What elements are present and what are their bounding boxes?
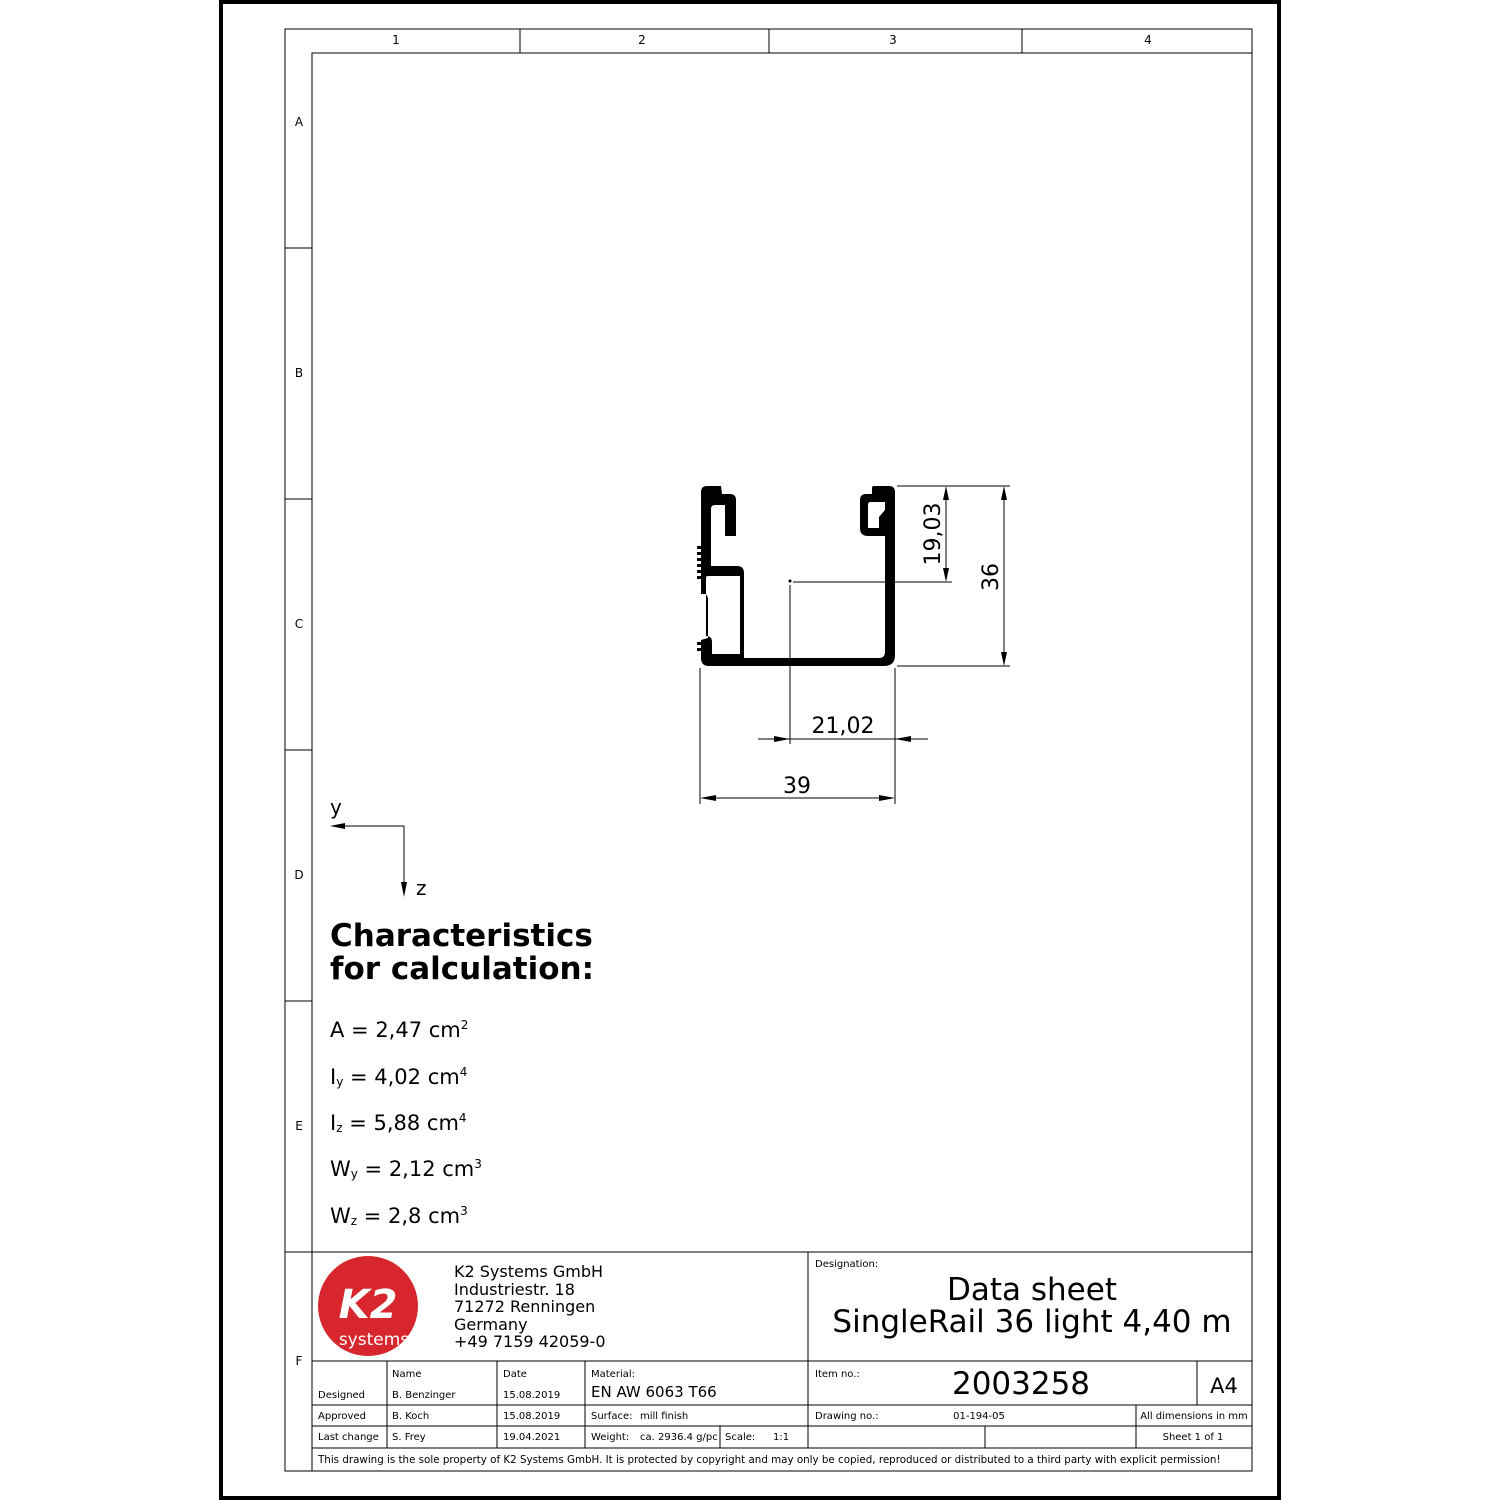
formula-iz-subscript: z [336,1121,343,1135]
formula-area-symbol: A [330,1018,345,1042]
column-label-4: 4 [1144,33,1152,47]
designed-name: B. Benzinger [392,1390,456,1401]
designed-date: 15.08.2019 [503,1390,561,1401]
last-change-date: 19.04.2021 [503,1432,561,1443]
formula-iy-value: = 4,02 cm [343,1065,460,1089]
formula-area-exponent: 2 [460,1018,469,1032]
item-number-label: Item no.: [815,1369,860,1380]
designation-label: Designation: [815,1259,879,1270]
column-label-2: 2 [638,33,646,47]
column-label-1: 1 [392,33,400,47]
formula-wy-subscript: y [350,1167,358,1181]
surface-label: Surface: [591,1411,633,1422]
material-value: EN AW 6063 T66 [591,1383,717,1401]
column-label-3: 3 [889,33,897,47]
formula-iz-symbol: I [330,1111,337,1135]
company-phone: +49 7159 42059-0 [454,1332,606,1352]
formula-wz-symbol: W [330,1204,351,1228]
company-city: 71272 Renningen [454,1297,596,1317]
formula-iz [330,1111,467,1135]
formula-iy-exponent: 4 [459,1065,468,1079]
formula-area [330,1018,468,1042]
approved-name: B. Koch [392,1411,430,1422]
formula-iy [330,1065,467,1089]
k2-systems-logo [318,1256,418,1356]
formula-iy-subscript: y [336,1075,344,1089]
row-label-d: D [294,868,304,882]
characteristics-heading-line-1: Characteristics [330,918,593,954]
axis-label-y: y [330,795,342,819]
formula-iz-value: = 5,88 cm [342,1111,459,1135]
copyright-notice: This drawing is the sole property of K2 Systems GmbH. It is protected by copyright and may only be copied, reproduced or distributed to a third party with explicit permission! [318,1454,1221,1466]
formula-wy-exponent: 3 [474,1157,482,1171]
last-change-name: S. Frey [392,1432,426,1443]
row-label-e: E [295,1119,303,1133]
surface-value: mill finish [640,1411,689,1422]
formula-wy-symbol: W [330,1157,351,1181]
company-country: Germany [454,1314,528,1334]
formula-iy-symbol: I [330,1065,337,1089]
drawing-number-value: 01-194-05 [953,1411,1005,1422]
row-label-a: A [294,115,304,129]
logo-systems-text: systems [338,1330,410,1350]
units-note: All dimensions in mm [1140,1411,1248,1422]
formula-wz-subscript: z [350,1214,358,1228]
dimension-label-19-03: 19,03 [921,502,946,566]
formula-wz [330,1204,468,1228]
formula-wz-value: = 2,8 cm [357,1204,461,1228]
drawing-number-label: Drawing no.: [815,1411,879,1422]
company-name: K2 Systems GmbH [454,1262,604,1281]
formula-wy-value: = 2,12 cm [357,1157,475,1181]
row-label-b: B [294,366,304,380]
designation-line-1: Data sheet [947,1272,1117,1308]
date-column-header: Date [503,1369,527,1380]
formula-iz-exponent: 4 [458,1111,467,1125]
formula-area-value: = 2,47 cm [344,1018,461,1042]
dimension-label-21-02: 21,02 [811,714,875,739]
designation-line-2: SingleRail 36 light 4,40 m [832,1304,1232,1340]
formula-wy [330,1157,482,1181]
approved-date: 15.08.2019 [503,1411,561,1422]
row-label-f: F [295,1354,303,1368]
designed-label: Designed [318,1390,366,1401]
axis-label-z: z [416,876,427,900]
name-column-header: Name [392,1369,422,1380]
formula-wz-exponent: 3 [460,1204,468,1218]
characteristics-heading-line-2: for calculation: [330,951,594,987]
logo-k2-text: K2 [338,1282,398,1328]
weight-label: Weight: [591,1432,630,1443]
company-address [454,1263,606,1351]
scale-label: Scale: [725,1432,756,1443]
sheet-number: Sheet 1 of 1 [1162,1432,1224,1443]
last-change-label: Last change [318,1432,379,1443]
dimension-label-39: 39 [783,774,811,799]
approved-label: Approved [318,1411,366,1422]
weight-value: ca. 2936.4 g/pc [640,1432,718,1443]
scale-value: 1:1 [773,1432,790,1443]
material-label: Material: [591,1369,635,1380]
company-street: Industriestr. 18 [454,1279,575,1299]
sheet-format: A4 [1210,1374,1238,1398]
dimension-label-36: 36 [979,563,1004,591]
row-label-c: C [294,617,304,631]
item-number-value: 2003258 [951,1366,1091,1402]
characteristics-heading [330,920,594,986]
